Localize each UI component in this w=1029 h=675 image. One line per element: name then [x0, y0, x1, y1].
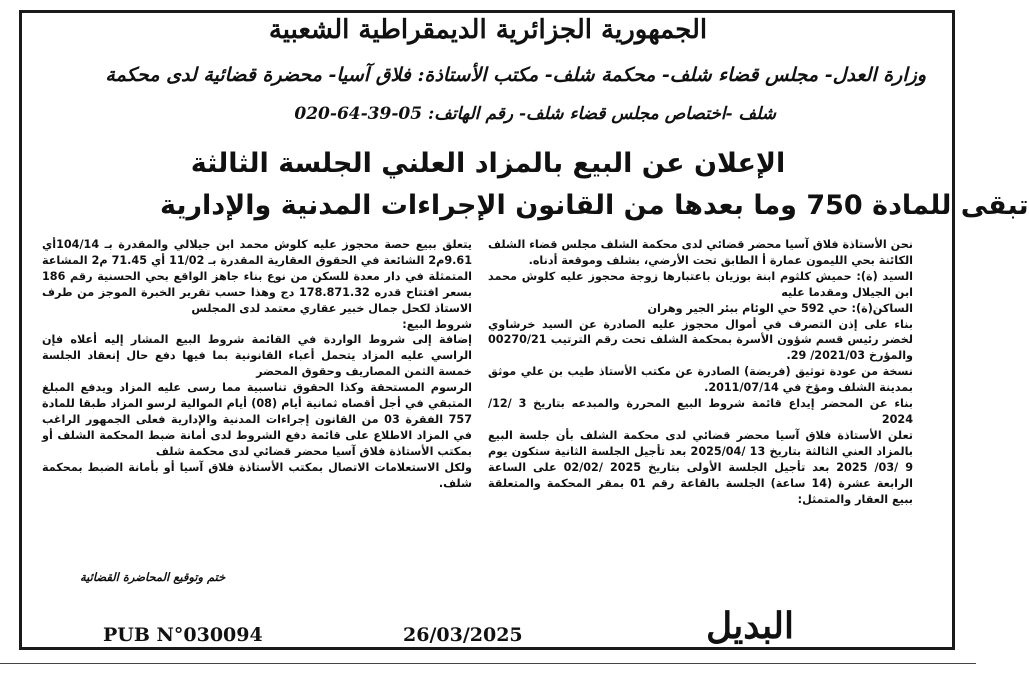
jurisdiction-line: شلف -اختصاص مجلس قضاء شلف- رقم الهاتف: 05-39-64-020 — [294, 104, 776, 124]
paragraph: ولكل الاستعلامات الاتصال بمكتب الأستاذة فلاق آسيا أو بأمانة الضبط بمحكمة شلف. — [42, 460, 472, 490]
bailiff-signature-label: ختم وتوقيع المحاضرة القضائية — [80, 570, 226, 584]
paragraph: إضافة إلى شروط الواردة في القائمة شروط البيع المشار إليه أعلاه فإن الراسي عليه المزاد يتحمل أعباء القانونية بما فيها دفع حال إنعقاد الجلسة خمسة الثمن المصاريف وحقوق المحضر — [42, 333, 472, 379]
paragraph: بناء عن المحضر إيداع قائمة شروط البيع المحررة والمبدعه بتاريخ 3 /12/ 2024 — [488, 397, 914, 426]
publication-date: 26/03/2025 — [395, 624, 531, 646]
paragraph: السيد (ة): حميش كلثوم ابنة بوزيان باعتبارها زوجة محجوز عليه كلوش محمد ابن الجيلال ومقدما عليه — [488, 269, 913, 299]
paragraph: الرسوم المستحقة وكذا الحقوق تناسبية مما رسى عليه المزاد ويدفع المبلغ المتبقي في أجل أقصاه ثمانية أيام (08) أيام الموالية لرسو المزاد طبقا للمادة 757 الفقرة 03 من القانون إجراءات المدنية والإدارية فعلى الجمهور الراغب في المزاد الاطلاع على قائمة دفع الشروط لدى أمانة ضبط المحكمة الشلف أو بمكتب الأستاذة فلاق آسيا محضر قضائي لدى محكمة شلف — [42, 381, 472, 458]
paragraph: نسخة من عودة توثيق (فريضة) الصادرة عن مكتب الأستاذ طيب بن علي موثق بمدينة الشلف ومؤخ في 2011/07/14. — [488, 365, 913, 395]
publisher-name: البديل — [698, 605, 802, 647]
right-column-text — [488, 237, 913, 507]
paragraph: شروط البيع: — [402, 317, 472, 331]
paragraph: يتعلق ببيع حصة محجوز عليه كلوش محمد ابن جيلالي والمقدرة بـ 104/14أي 9.61م2 الشائعة في الحقوق العقارية المقدرة بـ 11/02 أي 71.45 م2 المشاعة المتمثلة في دار معدة للسكن من نوع بناء جاهز الواقع بحي الحسنية رقم 186 بسعر افتتاح قدره 178.871.32 دج وهذا حسب تقرير الخبرة الموجز من طرف الاستاذ لكحل جمال خبير عقاري معتمد لدى المجلس — [42, 238, 473, 315]
paragraph: الساكن(ة): حي 592 حي الوئام ببئر الجير وهران — [647, 301, 913, 315]
pub-number: PUB N°030094 — [95, 624, 271, 646]
republic-heading: الجمهورية الجزائرية الديمقراطية الشعبية — [268, 15, 708, 45]
left-column-text — [42, 237, 472, 492]
announcement-title-line2: تبقى للمادة 750 وما بعدها من القانون الإجراءات المدنية والإدارية — [160, 190, 1029, 221]
bottom-divider — [0, 663, 976, 664]
ministry-line: وزارة العدل- مجلس قضاء شلف- محكمة شلف- مكتب الأستاذة: فلاق آسيا- محضرة قضائية لدى محكمة — [105, 64, 926, 86]
paragraph: بناء على إذن التصرف في أموال محجوز عليه الصادرة عن السيد خرشاوي لخضر رئيس قسم شؤون الأسرة بمحكمة الشلف تحت رقم الترتيب 00270/21 والمؤرخ 2021/03/ 29. — [488, 317, 913, 363]
paragraph: نحن الأستاذة فلاق آسيا محضر قضائي لدى محكمة الشلف مجلس قضاء الشلف الكائنة بحي الليمون عمارة أ الطابق تحت الأرضي، بشلف وموقعة أدناه. — [488, 238, 913, 267]
announcement-title-line1: الإعلان عن البيع بالمزاد العلني الجلسة الثالثة — [190, 148, 786, 179]
paragraph: تعلن الأستاذة فلاق آسيا محضر قضائي لدى محكمة الشلف بأن جلسة البيع بالمزاد العني الثالثة بتاريخ 13 /2025/04 بعد تأجيل الجلسة الثانية ستكون يوم 9 /03/ 2025 بعد تأجيل الجلسة الأولى بتاريخ 2025 /02/02 على الساعة الرابعة عشرة (14 ساعة) الجلسة بالقاعة رقم 01 بمقر المحكمة والمتعلقة ببيع العقار والمتمثل: — [488, 428, 914, 506]
